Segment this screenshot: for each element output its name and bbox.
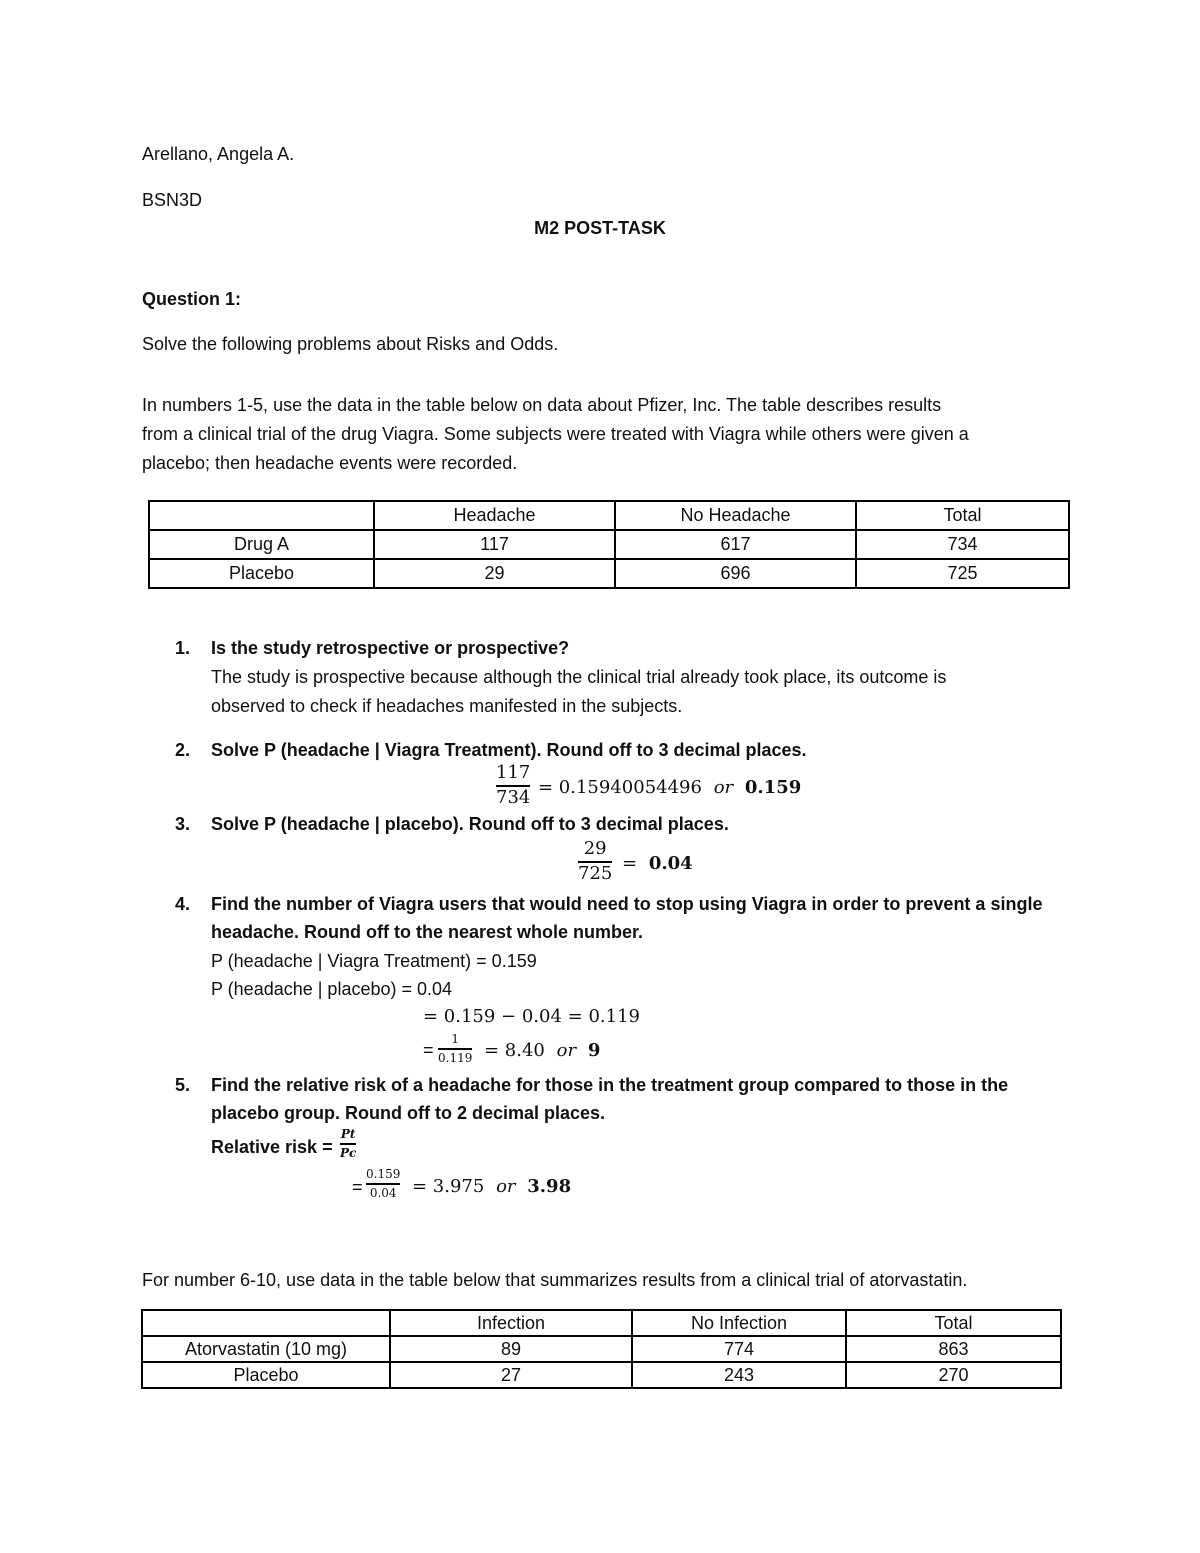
equation-value: =: [622, 853, 638, 874]
fraction-denominator: Pc: [340, 1145, 357, 1160]
table-cell: 29: [374, 559, 615, 588]
table-cell: 27: [390, 1362, 632, 1388]
intro-line: placebo; then headache events were recorded.: [142, 453, 518, 473]
fraction-denominator: 734: [496, 786, 531, 808]
table-header-row: [149, 501, 1069, 530]
table-cell: 117: [374, 530, 615, 559]
fraction-numerator: Pt: [340, 1127, 356, 1141]
relative-risk-label: Relative risk =: [211, 1137, 333, 1157]
equation-answer: 0.04: [648, 853, 693, 874]
item-number: 3.: [175, 814, 191, 834]
table-cell: 89: [390, 1336, 632, 1362]
fraction-numerator: 1: [451, 1032, 459, 1046]
page-title: M2 POST-TASK: [534, 218, 666, 238]
table-cell: 774: [632, 1336, 846, 1362]
equation-answer: 0.159: [744, 777, 802, 798]
table-header-cell: No Infection: [632, 1310, 846, 1336]
fraction: [438, 1033, 472, 1064]
table-cell: 863: [846, 1336, 1061, 1362]
item-title: headache. Round off to the nearest whole number.: [211, 922, 644, 942]
fraction: [496, 764, 530, 808]
fraction-bar: [438, 1048, 472, 1050]
equation-value: = 3.975: [412, 1176, 485, 1197]
equation-answer: 9: [587, 1040, 601, 1061]
intro-line: In numbers 1-5, use the data in the table below on data about Pfizer, Inc. The table describes results: [142, 395, 942, 415]
fraction-numerator: 117: [496, 762, 531, 783]
table-cell: 617: [615, 530, 856, 559]
fraction-bar: [340, 1143, 356, 1145]
fraction: [578, 840, 612, 884]
question-heading: Question 1:: [142, 289, 242, 309]
item-title: Find the number of Viagra users that would need to stop using Viagra in order to prevent a single: [211, 894, 1043, 914]
table-header-cell: Total: [856, 501, 1069, 530]
table-cell: Drug A: [149, 530, 374, 559]
item-answer-line: observed to check if headaches manifested in the subjects.: [211, 696, 683, 716]
item-title: Find the relative risk of a headache for those in the treatment group compared to those in the: [211, 1075, 1009, 1095]
table-header-cell: Headache: [374, 501, 615, 530]
table-row: [149, 530, 1069, 559]
item-answer-line: P (headache | Viagra Treatment) = 0.159: [211, 951, 537, 971]
equation-or: or: [496, 1176, 516, 1197]
table-row: [142, 1362, 1061, 1388]
table-header-cell: Infection: [390, 1310, 632, 1336]
fraction-denominator: 0.04: [369, 1185, 397, 1200]
section2-intro: For number 6-10, use data in the table below that summarizes results from a clinical trial of atorvastatin.: [142, 1270, 968, 1290]
equation-result: [484, 1040, 606, 1061]
equation-or: or: [713, 777, 734, 798]
equation-value: = 8.40: [484, 1040, 545, 1061]
equation-prefix: =: [423, 1040, 434, 1060]
table-cell: Placebo: [142, 1362, 390, 1388]
infection-table: [141, 1309, 1062, 1389]
equation-result: [412, 1176, 577, 1197]
student-section: BSN3D: [142, 190, 203, 210]
table-header-cell: [149, 501, 374, 530]
equation-value: = 0.15940054496: [538, 777, 702, 798]
fraction-bar: [366, 1183, 400, 1185]
item-number: 4.: [175, 894, 191, 914]
item-number: 1.: [175, 638, 191, 658]
student-name: Arellano, Angela A.: [142, 144, 295, 164]
fraction: [366, 1168, 400, 1199]
item-answer-line: The study is prospective because although the clinical trial already took place, its outcome is: [211, 667, 947, 687]
item-title: placebo group. Round off to 2 decimal places.: [211, 1103, 606, 1123]
table-cell: Atorvastatin (10 mg): [142, 1336, 390, 1362]
table-header-cell: Total: [846, 1310, 1061, 1336]
equation-result: [622, 853, 699, 874]
item-title: Solve P (headache | placebo). Round off to 3 decimal places.: [211, 814, 729, 834]
fraction-denominator: 725: [578, 862, 613, 884]
equation-answer: 3.98: [527, 1176, 572, 1197]
table-cell: Placebo: [149, 559, 374, 588]
fraction-denominator: 0.119: [438, 1050, 473, 1065]
fraction: [340, 1128, 356, 1159]
instruction-text: Solve the following problems about Risks and Odds.: [142, 334, 559, 354]
item-title: Is the study retrospective or prospective?: [211, 638, 570, 658]
table-header-cell: [142, 1310, 390, 1336]
table-row: [149, 559, 1069, 588]
item-number: 2.: [175, 740, 191, 760]
fraction-numerator: 29: [583, 838, 607, 859]
equation-or: or: [556, 1040, 577, 1061]
intro-paragraph: [142, 391, 969, 478]
table-cell: 243: [632, 1362, 846, 1388]
item-number: 5.: [175, 1075, 191, 1095]
table-header-cell: No Headache: [615, 501, 856, 530]
headache-table: [148, 500, 1070, 589]
table-cell: 734: [856, 530, 1069, 559]
table-cell: 696: [615, 559, 856, 588]
table-header-row: [142, 1310, 1061, 1336]
intro-line: from a clinical trial of the drug Viagra. Some subjects were treated with Viagra while others were given a: [142, 424, 969, 444]
item-answer-line: P (headache | placebo) = 0.04: [211, 979, 453, 999]
equation-result: [538, 777, 807, 798]
table-cell: 270: [846, 1362, 1061, 1388]
fraction-numerator: 0.159: [366, 1167, 401, 1181]
item-title: Solve P (headache | Viagra Treatment). Round off to 3 decimal places.: [211, 740, 807, 760]
table-row: [142, 1336, 1061, 1362]
table-cell: 725: [856, 559, 1069, 588]
equation-line: = 0.159 − 0.04 = 0.119: [423, 1006, 640, 1027]
equation-prefix: =: [352, 1177, 363, 1197]
